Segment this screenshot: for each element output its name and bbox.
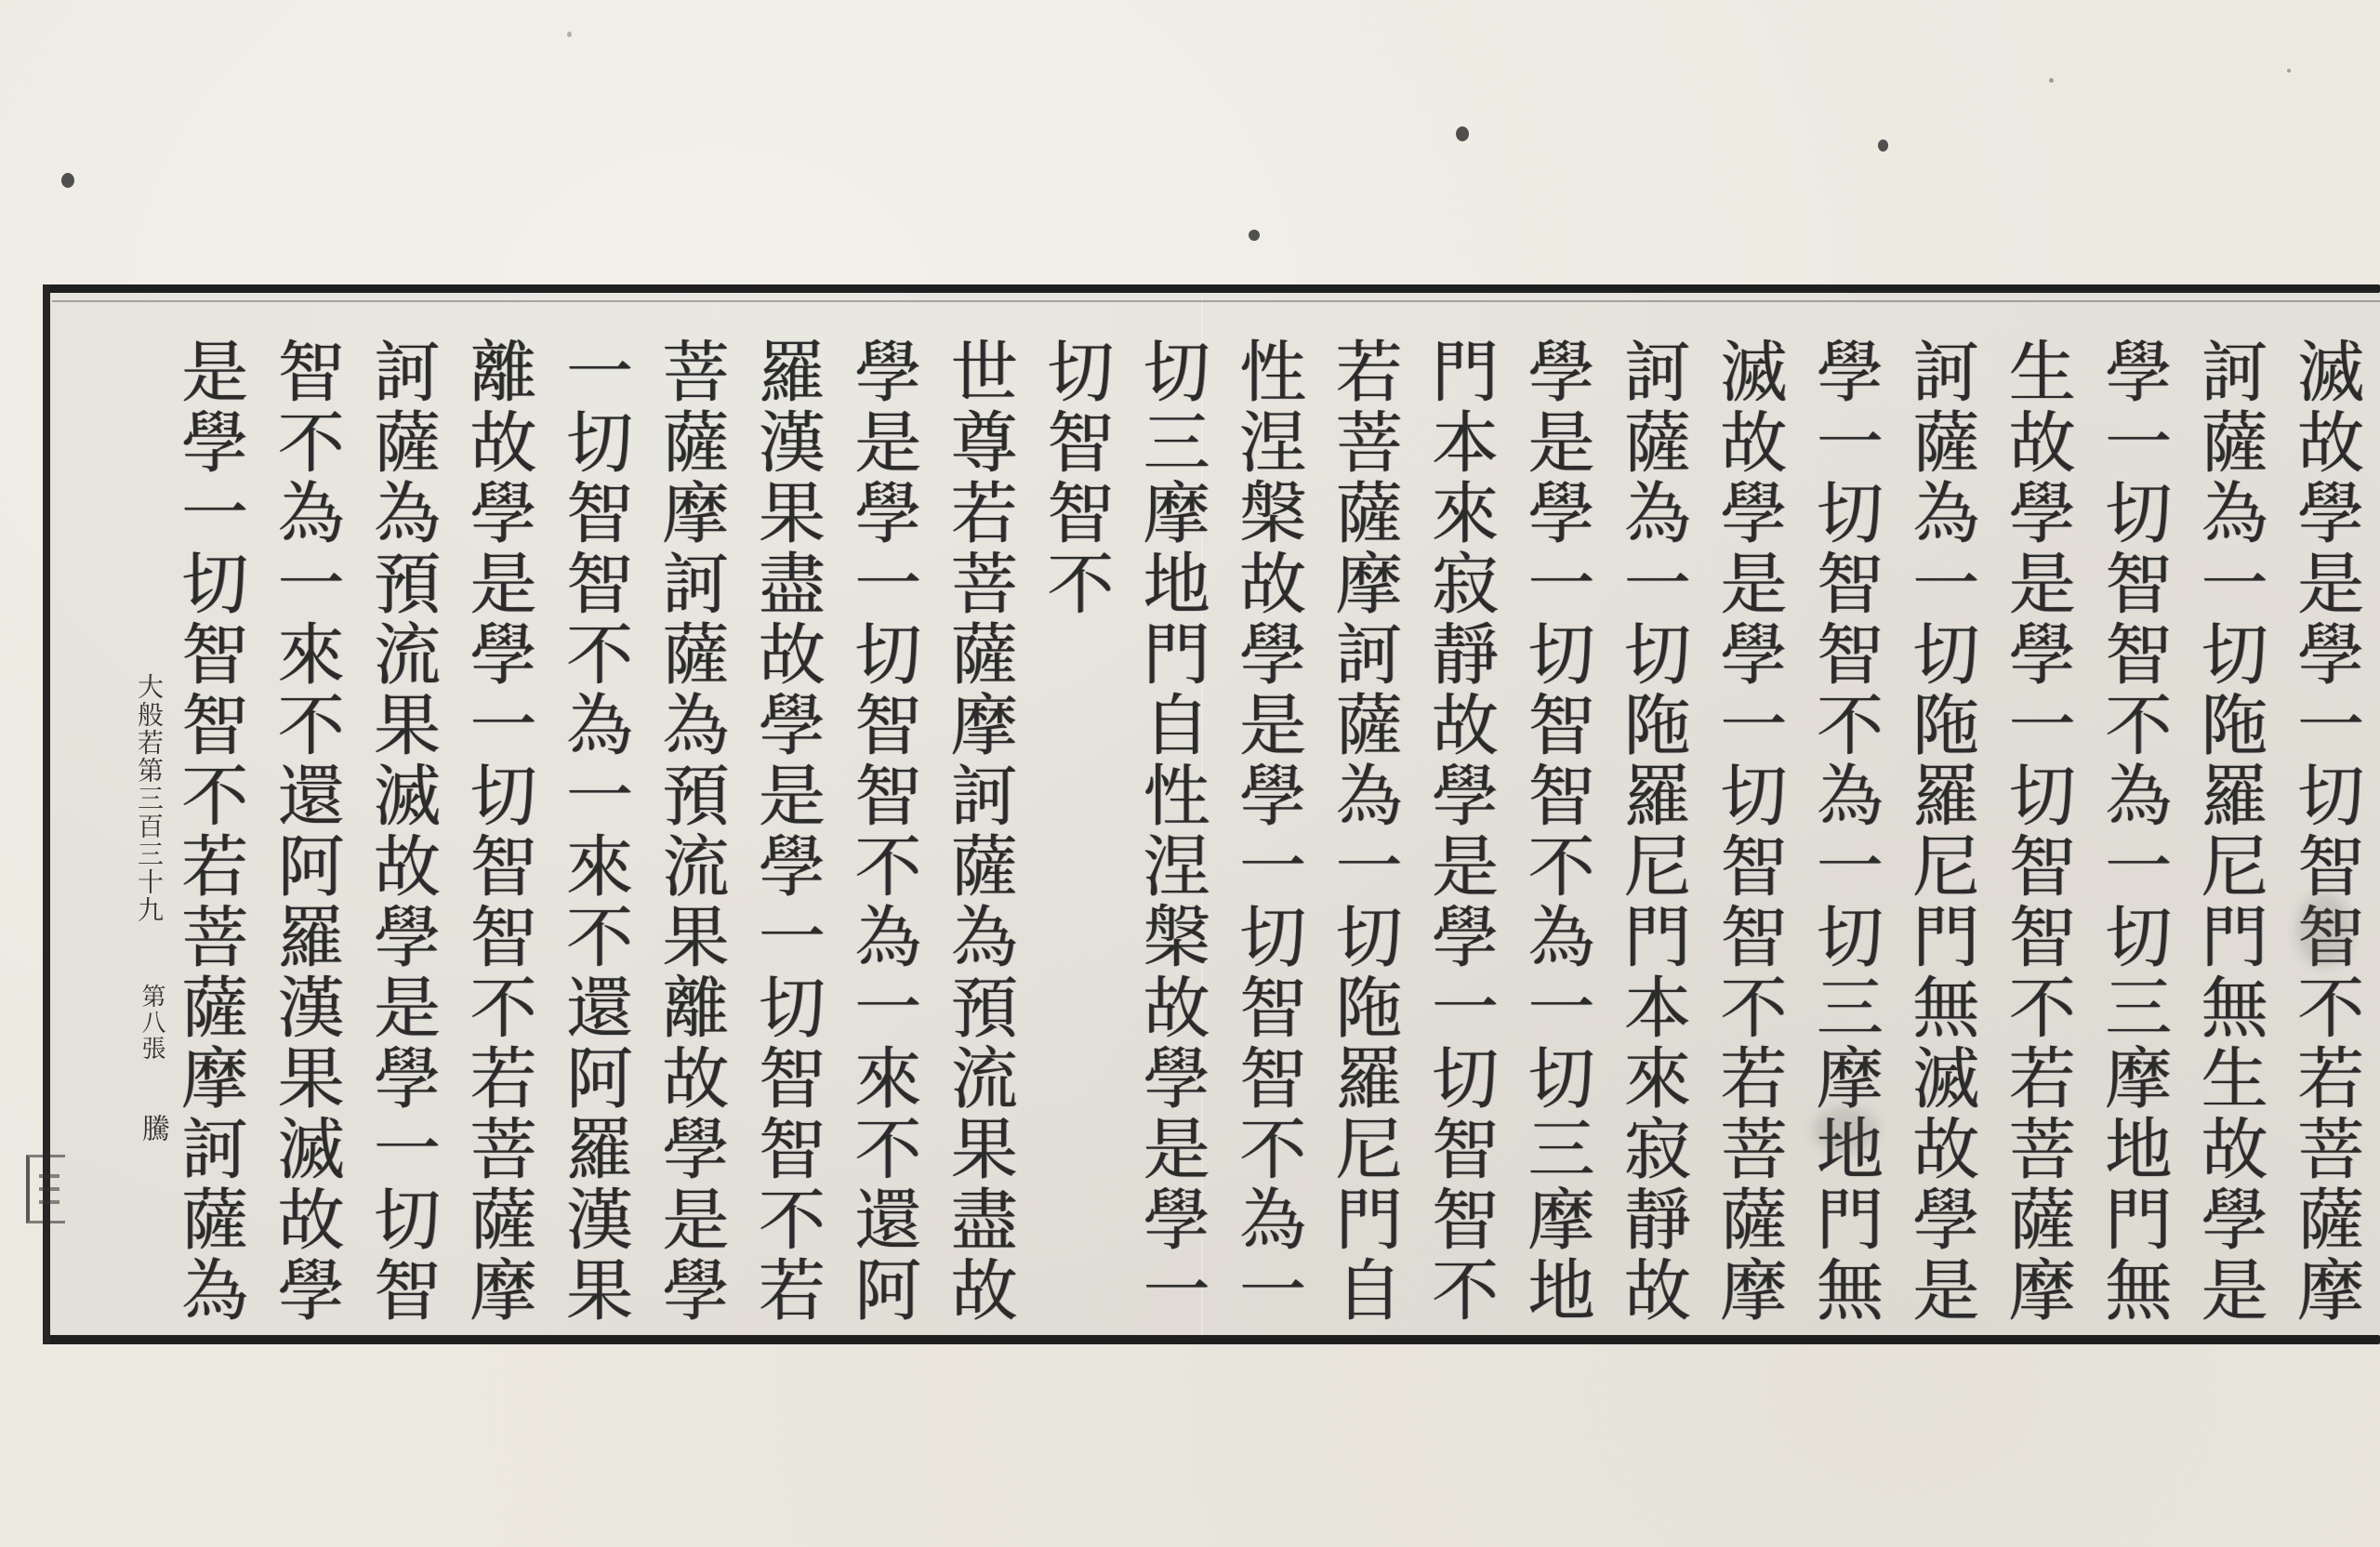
margin-bracket-mark [26,1155,65,1223]
text-column-15: 世尊若菩薩摩訶薩為預流果盡故 [939,337,1018,1326]
text-column-20: 離故學是學一切智智不若菩薩摩 [458,337,537,1326]
ink-spot [2049,78,2054,83]
margin-volume-title: 大般若第三百三十九 [134,673,165,924]
text-column-5: 訶薩為一切陁羅尼門無滅故學是 [1901,337,1980,1326]
sutra-text-block [170,337,2364,1331]
frame-top-border [43,284,2380,293]
text-column-10: 門本來寂靜故學是學一切智智不 [1420,337,1499,1326]
ink-spot [2287,69,2291,73]
text-column-6: 學一切智智不為一切三摩地門無 [1805,337,1884,1326]
text-column-8: 訶薩為一切陁羅尼門本來寂靜故 [1612,337,1691,1326]
ink-smudge [2296,892,2352,967]
text-column-16: 學是學一切智智不為一來不還阿 [843,337,922,1326]
text-column-9: 學是學一切智智不為一切三摩地 [1516,337,1595,1326]
ink-spot [567,32,572,37]
text-column-1: 滅故學是學一切智智不若菩薩摩 [2285,337,2364,1326]
text-column-23: 是學一切智智不若菩薩摩訶薩為 [170,337,248,1326]
margin-sheet-number: 第八張 [138,984,165,1062]
text-column-3: 學一切智智不為一切三摩地門無 [2094,337,2173,1326]
text-column-17: 羅漢果盡故學是學一切智智不若 [747,337,826,1326]
text-column-22: 智不為一來不還阿羅漢果滅故學 [266,337,345,1326]
text-column-21: 訶薩為預流果滅故學是學一切智 [362,337,441,1326]
text-column-2: 訶薩為一切陁羅尼門無生故學是 [2189,337,2268,1326]
ink-spot [61,173,74,188]
ink-spot [1249,230,1260,241]
text-column-4: 生故學是學一切智智不若菩薩摩 [1997,337,2076,1326]
ink-smudge [1813,1106,1878,1153]
text-column-12: 性涅槃故學是學一切智智不為一 [1227,337,1306,1326]
ink-spot [1878,139,1888,152]
frame-top-inner-line [52,300,2380,302]
text-column-18: 菩薩摩訶薩為預流果離故學是學 [651,337,730,1326]
text-column-11: 若菩薩摩訶薩為一切陁羅尼門自 [1324,337,1403,1326]
frame-bottom-border [43,1335,2380,1344]
text-column-14: 切智智不 [1036,337,1115,619]
margin-case-mark: 騰 [137,1114,169,1142]
text-column-7: 滅故學是學一切智智不若菩薩摩 [1709,337,1788,1326]
text-column-13: 切三摩地門自性涅槃故學是學一 [1131,337,1210,1326]
ink-spot [1456,126,1469,141]
text-column-19: 一切智智不為一來不還阿羅漢果 [554,337,633,1326]
